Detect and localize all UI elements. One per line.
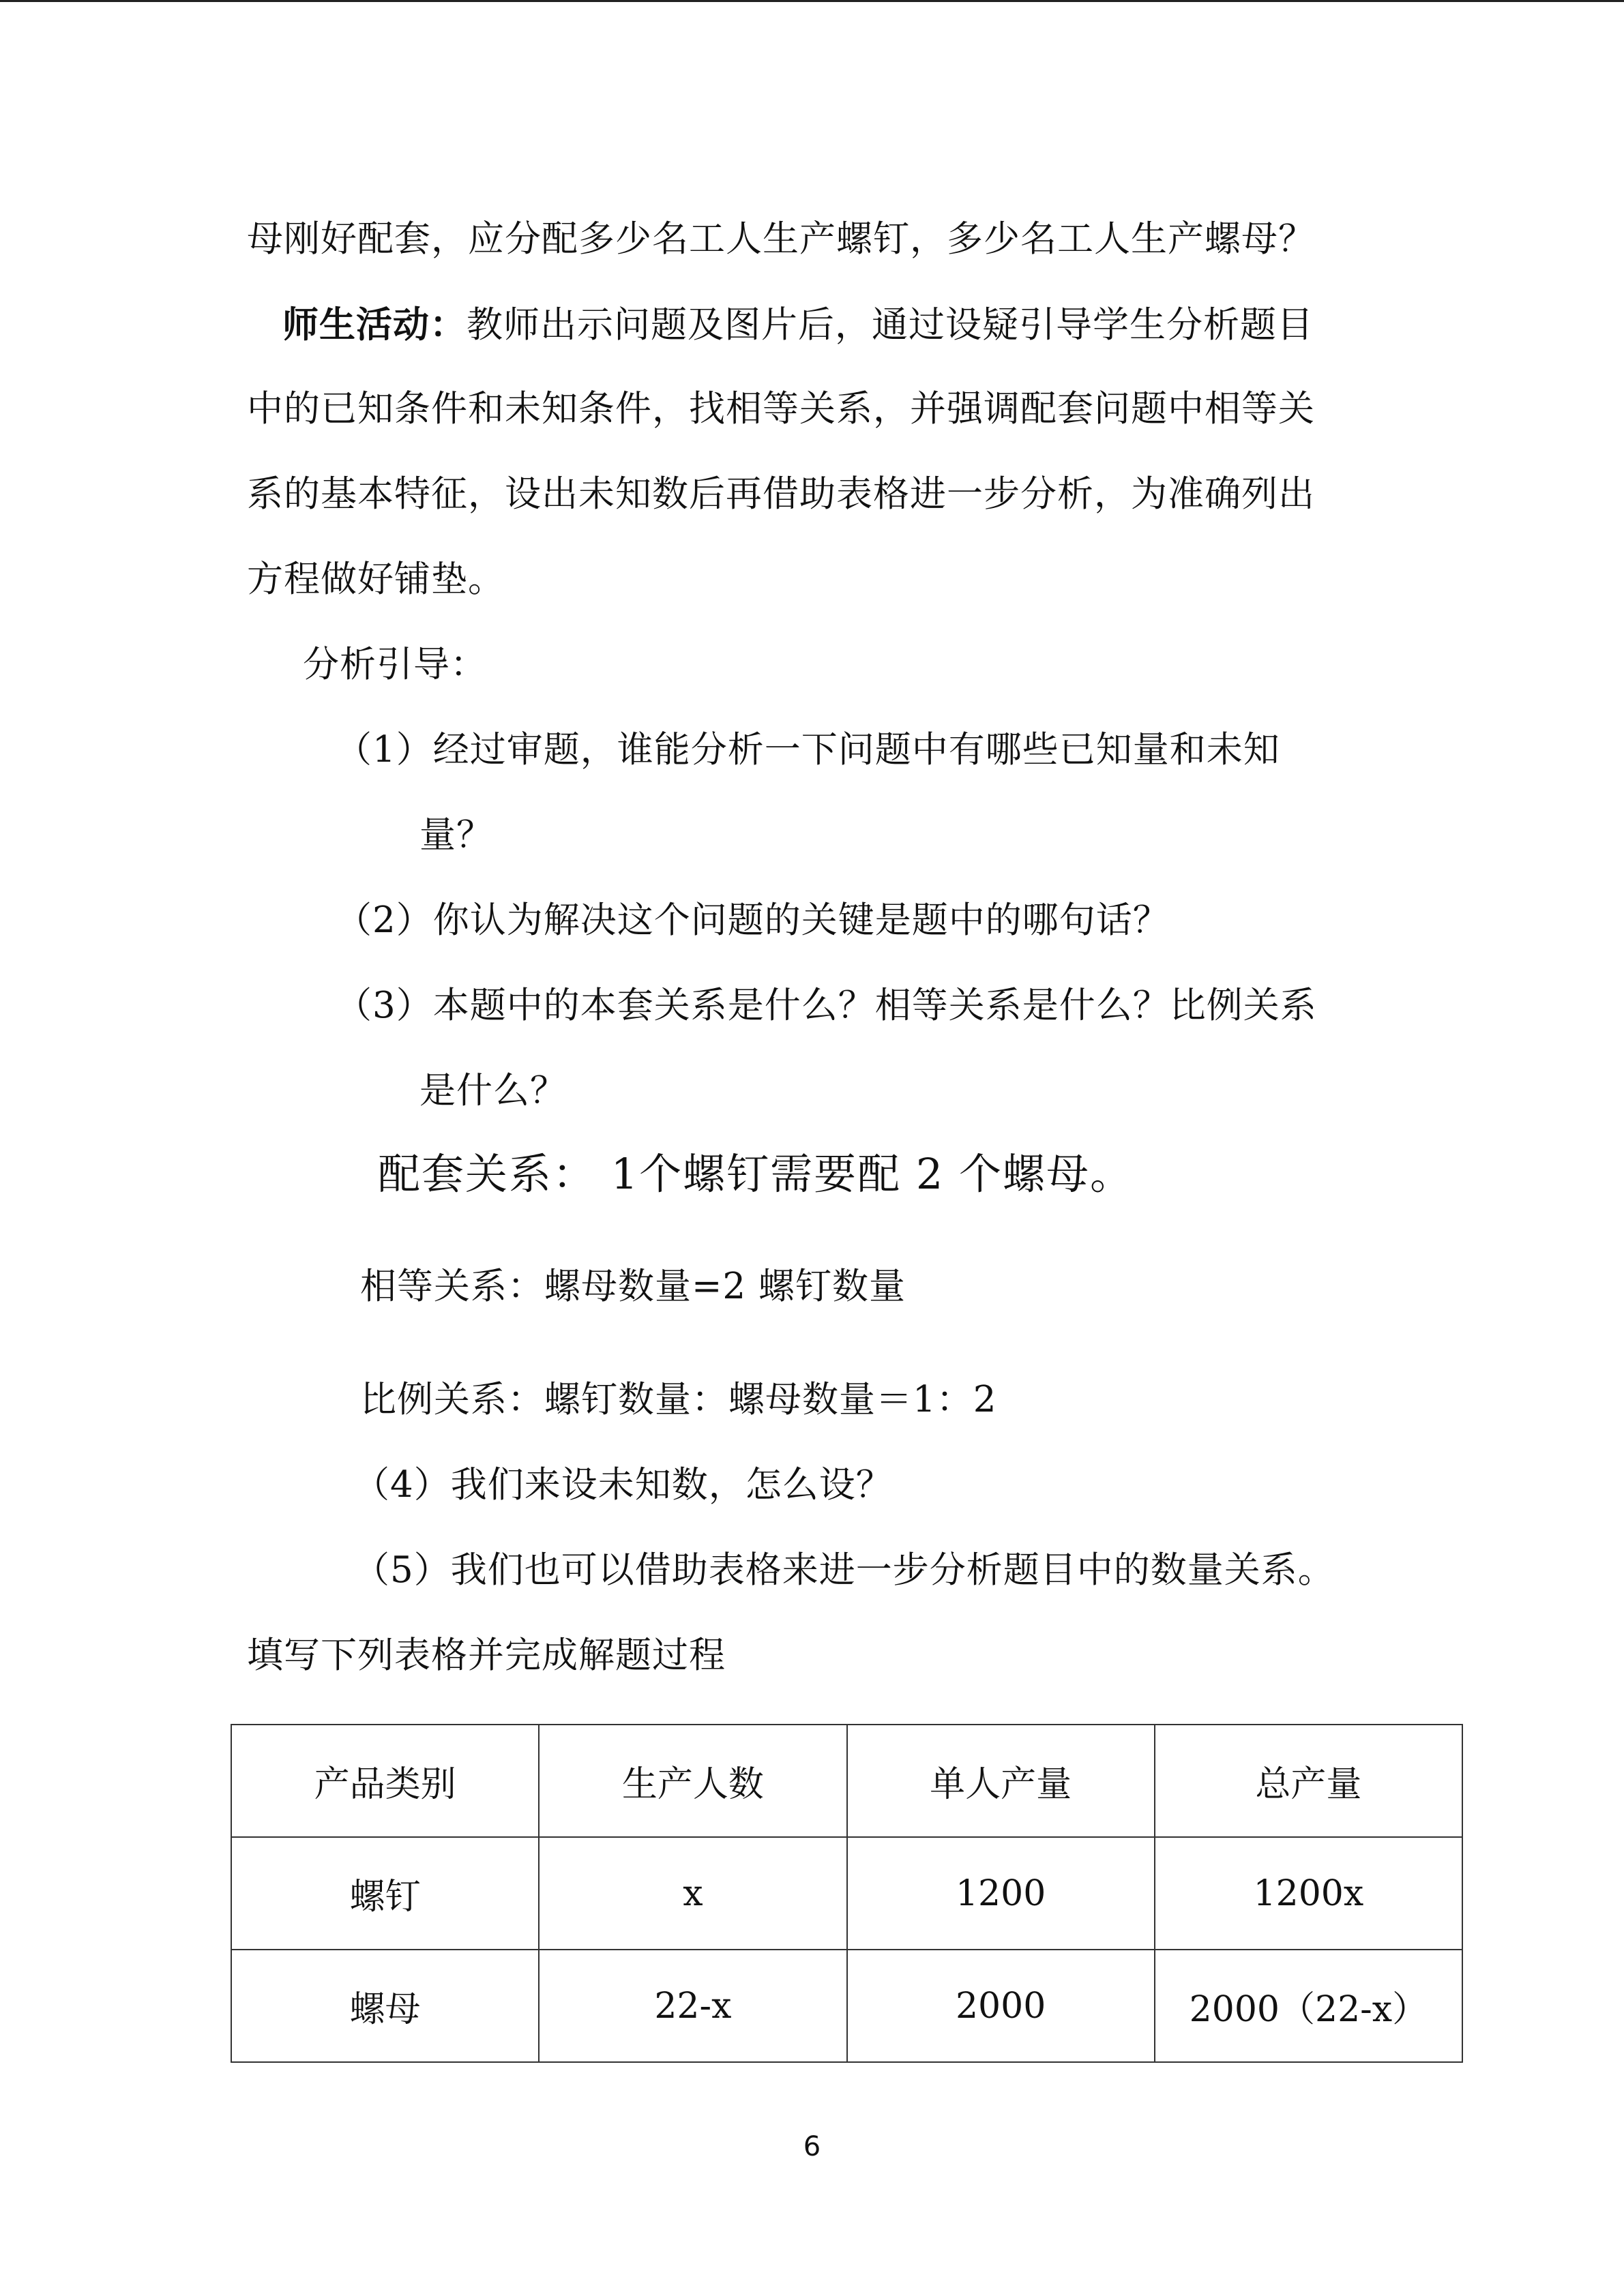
ratio-relation: 比例关系：螺钉数量：螺母数量＝1：2 bbox=[360, 1379, 997, 1420]
activity-text: 教师出示问题及图片后，通过设疑引导学生分析题目 bbox=[467, 304, 1314, 346]
table-row bbox=[231, 1950, 1462, 2062]
match-relation: 配套关系： 1个螺钉需要配 2 个螺母。 bbox=[378, 1149, 1134, 1199]
guide-title: 分析引导： bbox=[303, 644, 487, 685]
equal-relation: 相等关系：螺母数量=2 螺钉数量 bbox=[360, 1266, 906, 1307]
page-number: 6 bbox=[803, 2131, 821, 2162]
page-top-border bbox=[0, 0, 1624, 2]
table-header-row bbox=[231, 1725, 1462, 1837]
table-row bbox=[231, 1837, 1462, 1950]
activity-line-2: 中的已知条件和未知条件，找相等关系，并强调配套问题中相等关 bbox=[247, 388, 1315, 430]
activity-line-4: 方程做好铺垫。 bbox=[247, 558, 505, 600]
table-header-cell: 总产量 bbox=[1155, 1725, 1462, 1837]
table-header-cell: 产品类别 bbox=[231, 1725, 539, 1837]
production-table bbox=[231, 1724, 1463, 2063]
activity-label: 师生活动： bbox=[282, 304, 467, 346]
table-intro: 填写下列表格并完成解题过程 bbox=[247, 1635, 726, 1676]
table-cell: x bbox=[539, 1837, 846, 1950]
question-3-line-2: 是什么？ bbox=[419, 1070, 567, 1112]
question-1-line-2: 量？ bbox=[419, 814, 493, 856]
table-header-cell: 单人产量 bbox=[847, 1725, 1155, 1837]
table-cell: 1200 bbox=[847, 1837, 1155, 1950]
question-3-line-1: （3）本题中的本套关系是什么？相等关系是什么？比例关系 bbox=[336, 985, 1317, 1026]
question-2: （2）你认为解决这个问题的关键是题中的哪句话？ bbox=[336, 899, 1170, 941]
question-4: （4）我们来设未知数，怎么设？ bbox=[353, 1464, 893, 1506]
question-1-line-1: （1）经过审题，谁能分析一下问题中有哪些已知量和未知 bbox=[336, 729, 1280, 771]
table-cell: 螺母 bbox=[231, 1950, 539, 2062]
table-header-cell: 生产人数 bbox=[539, 1725, 846, 1837]
table-cell: 2000 bbox=[847, 1950, 1155, 2062]
table-cell: 1200x bbox=[1155, 1837, 1462, 1950]
question-5: （5）我们也可以借助表格来进一步分析题目中的数量关系。 bbox=[353, 1549, 1335, 1591]
table-cell: 螺钉 bbox=[231, 1837, 539, 1950]
activity-line-3: 系的基本特征，设出未知数后再借助表格进一步分析，为准确列出 bbox=[247, 473, 1315, 515]
table-cell: 22-x bbox=[539, 1950, 846, 2062]
table-cell: 2000（22-x） bbox=[1155, 1950, 1462, 2062]
paragraph-line-1: 母刚好配套，应分配多少名工人生产螺钉，多少名工人生产螺母？ bbox=[247, 218, 1315, 260]
activity-line-1 bbox=[282, 301, 1314, 349]
